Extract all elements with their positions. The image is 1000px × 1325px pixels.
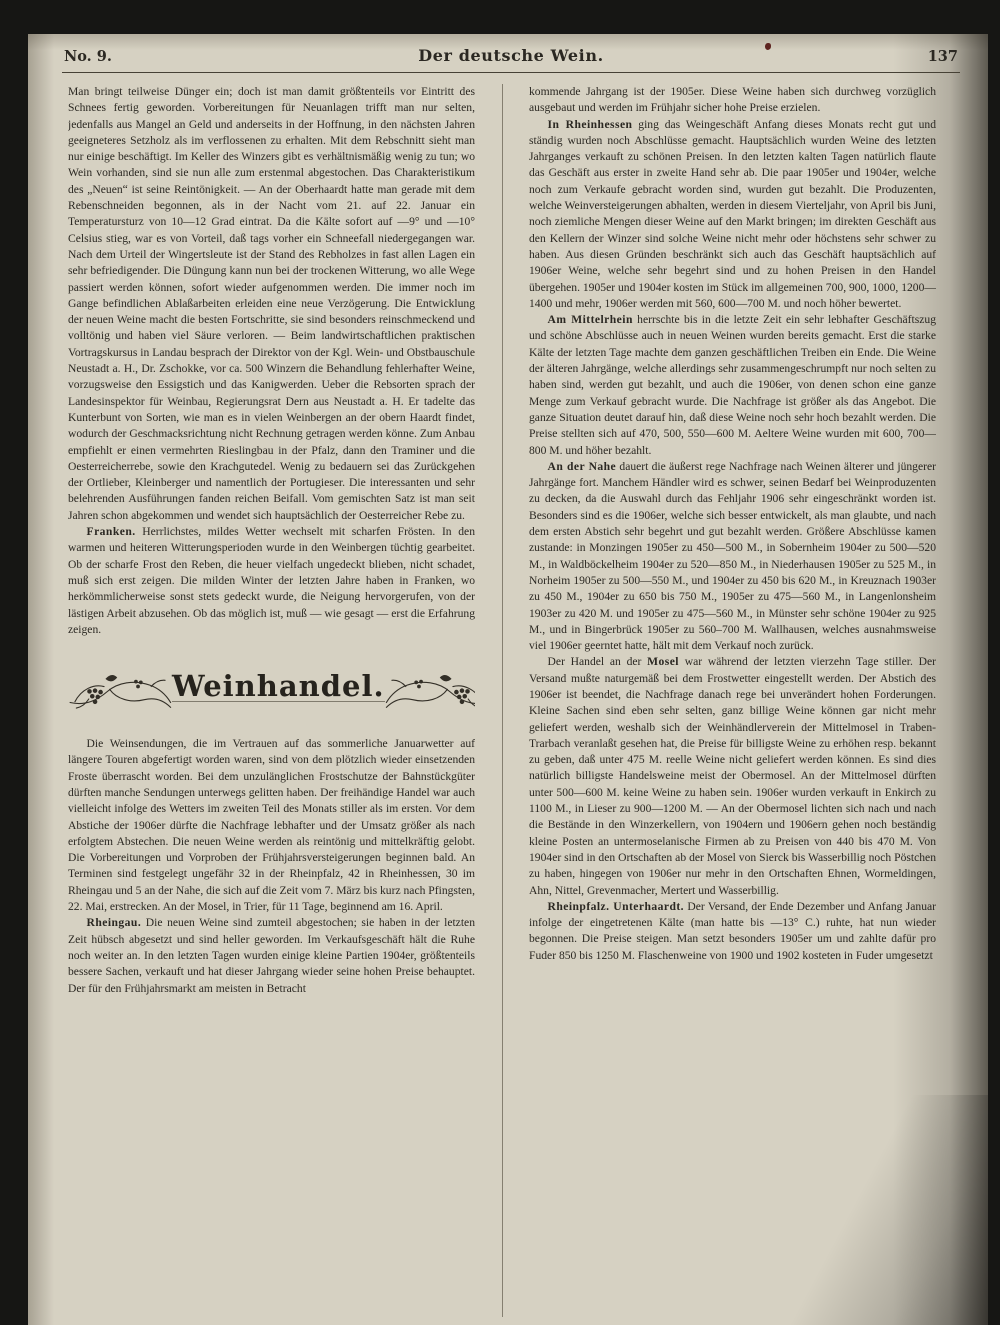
paragraph-text: Die Weinsendungen, die im Vertrauen auf das sommerliche Januarwetter auf längere Touren abgefertigt worden waren, sind von dem plötzlich wieder einsetzenden Froste überrascht worden. Bei dem unzulänglichen Frostschutze der Bahnstückgüter dürften manche Sendungen unterwegs gelitten haben. Der freihändige Handel war auch vielleicht infolge des Wetters im zweiten Teil des Monats stiller als im ersten. Vor dem Abstiche der 1906er dürfte die Nachfrage lebhafter und der Umsatz größer als nach erfolgtem Abstechen. Die neuen Weine werden als reintönig und mittelkräftig gelobt. Die Vorbereitungen und Vorproben der Frühjahrsversteigerungen beginnen bald. An Terminen sind festgelegt ungefähr 32 in der Rheinpfalz, 42 in Rheinhessen, 30 im Rheingau und 5 an der Nahe, die sich auf die Zeit vom 7. März bis kurz nach Pfingsten, 22. Mai, erstrecken. An der Mosel, in Trier, für 11 Tage, beginnend am 16. April.: [68, 737, 475, 914]
paragraph-text: Die neuen Weine sind zumteil abgestochen; sie haben in der letzten Zeit hübsch abgesetzt und sind heller geworden. Im Verkaufsgeschäft hält die Ruhe noch weiter an. In den letzten Tagen wurden einige kleine Partien 1904er, größtenteils bessere Sachen, verkauft und hat dieser Jahrgang wieder seine hohen Preise behauptet. Der für den Frühjahrsmarkt am meisten in Betracht: [68, 916, 475, 995]
paragraph-text: kommende Jahrgang ist der 1905er. Diese Weine haben sich durchweg vorzüglich ausgebaut und werden im Frühjahr sicher hohe Preise erzielen.: [529, 85, 936, 115]
section-title-weinhandel: Weinhandel.: [172, 669, 385, 704]
paragraph-weinhandel-intro: [68, 736, 475, 915]
page-header: [64, 46, 958, 65]
paragraph-text: Man bringt teilweise Dünger ein; doch ist man damit größtenteils vor Eintritt des Schnees fertig geworden. Vorbereitungen für Neuanlagen trifft man nur selten, jedenfalls aus Mangel an Geld und anderseits in der Hoffnung, in den nächsten Jahren geeigneteres Setzholz als im verflossenen zu erhalten. Mit dem Rebschnitt sieht man nur einige beschäftigt. Im Keller des Winzers gibt es verhältnismäßig wenig zu tun; wo Wein vorhanden, sind sie nun alle zum erstenmal abgestochen. Das Charakteristikum des „Neuen“ ist seine Reintönigkeit. — An der Oberhaardt hatte man gerade mit dem Rebenschneiden begonnen, als in der Nacht vom 21. auf 22. Januar ein Temperatursturz von 10—12 Grad eintrat. Da die Kälte sofort auf —9° und —10° Celsius stieg, war es von Vorteil, daß tags vorher ein Schneefall niedergegangen war. Nach dem Urteil der Wingertsleute ist der Stand des Rebholzes in fast allen Lagen ein sehr befriedigender. Die Düngung kann nun bei der trockenen Witterung, wo alle Wege passiert werden können, sofort wieder aufgenommen werden. Die immer noch im Gange befindlichen Ablaßarbeiten erleiden eine neue Verzögerung. Die Entwicklung der neuen Weine macht die besten Fortschritte, sie sind besonders reinschmeckend und volltönig und haben viel Säure verloren. — Beim landwirtschaftlichen praktischen Vortragskursus in Landau besprach der Direktor von der Kgl. Wein- und Obstbauschule Neustadt a. H., Dr. Zschokke, vor ca. 500 Winzern die Behandlung fehlerhafter Weine, vorzugsweise den Essigstich und das Kanigwerden. Ueber die Rebsorten sprach der Landesinspektor für Weinbau, Regierungsrat Dern aus Neustadt a. H. Er tadelte das Kunterbunt von Sorten, wie man es in vielen Weinbergen an der obern Haardt findet, wodurch der Geschmacksrichtung nicht Rechnung getragen werden könne. Zum Anbau empfiehlt er einen vermehrten Rieslingbau in der Pfalz, dann den Traminer und die Oesterreicherrebe, sowie den Krachgutedel. Wenig zu bedauern sei das Zurückgehen der Ortlieber, Kleinberger und namentlich der Portugieser. Die interessanten und sehr belehrenden Ausführungen fanden reichen Beifall. Vom gemischten Satz ist man seit Jahren schon abgekommen und wendet sich hauptsächlich der Oesterreicher Rebe zu.: [68, 85, 475, 522]
grapevine-ornament-left-icon: [68, 659, 172, 721]
paragraph-text: ging das Weingeschäft Anfang dieses Monats recht gut und ständig wurden noch Abschlüsse gemacht. Hauptsächlich wurden Weine des letzten Jahrganges verkauft zu schönen Preisen. In den letzten kalten Tagen natürlich flaute das Geschäft aus erster in zweite Hand sehr ab. Die paar 1905er und 1904er, welche noch zum Verkaufe gebracht worden sind, wurden gut bezahlt. Die Produzenten, welche Weinversteigerungen abhalten, werden in diesem Vierteljahr, von April bis Juni, noch ziemliche Mengen dieser Weine auf den Markt bringen; im direkten Geschäft aus den Kellern der Winzer sind solche Weine nicht mehr oder höchstens sehr schwer zu haben. Aus diesen Gründen beschränkt sich auch das Geschäft hauptsächlich auf 1906er Weine, welche sehr begehrt sind und zu hohen Preisen in den Handel übergehen. 1905er und 1904er kosten im Stück im allgemeinen 700, 900, 1000, 1200—1400 und mehr, 1906er werden mit 560, 600—700 M. und noch höher bewertet.: [529, 117, 936, 310]
paragraph-lead: Mosel: [647, 655, 679, 669]
section-ornament: [68, 654, 475, 726]
paragraph-continuation: [529, 84, 936, 117]
paragraph-text: dauert die äußerst rege Nachfrage nach Weinen älterer und jüngerer Jahrgänge fort. Manchem Händler wird es schwer, seinen Bedarf bei Weinproduzenten zu decken, da die Auswahl durch das Fehljahr 1906 sehr eingeschränkt worden ist. Besonders sind es die 1906er, welche sich besser entwickelt, als man glaubte, und nach dem ersten Abstich sehr begehrt und gut bezahlt werden. Größere Abschlüsse kamen zustande: in Monzingen 1905er zu 450—500 M., in Sobernheim 1904er zu 500—520 M., in Waldböckelheim 1904er zu 520—850 M., in Niederhausen 1905er zu 525 M., in Norheim 1905er zu 500—550 M., und 1904er zu 450 bis 620 M., in Kreuznach 1903er zu 450 M., 1904er zu 650 bis 750 M., 1905er zu 475—560 M., in Langenlonsheim 1903er zu 420 M. und 1905er zu 475—560 M., in Münster sehr schöne 1904er zu 925 M., und in Bingerbrück 1905er zu 560–700 M. Wallhausen, welches ausnahmsweise viel 1906er geerntet hatte, hält mit dem Verkauf noch zurück.: [529, 459, 936, 653]
issue-number: No. 9.: [64, 48, 112, 65]
left-column: [68, 84, 475, 1317]
header-rule: [62, 72, 960, 73]
page-number: 137: [927, 48, 958, 65]
paragraph-rheinpfalz: [529, 899, 936, 964]
paragraph-pre-text: Der Handel an der: [547, 655, 648, 669]
paragraph-lead: Am Mittelrhein: [547, 313, 633, 327]
paragraph-franken: [68, 524, 475, 638]
text-columns: [68, 84, 936, 1317]
paragraph-lead: Rheinpfalz. Unterhaardt.: [547, 899, 685, 913]
journal-page: [28, 34, 988, 1325]
paragraph-mittelrhein: [529, 312, 936, 459]
paragraph-lead: Rheingau.: [86, 916, 142, 930]
right-column: [529, 84, 936, 1317]
paragraph-text: war während der letzten vierzehn Tage stiller. Der Versand mußte naturgemäß bei dem Frostwetter eingestellt werden. Der Abstich des 1906er ist beendet, die Nachfrage danach rege bei unverändert hohen Forderungen. Kleine Sachen sind eben sehr selten, ganz billige Weine können gar nicht mehr geliefert werden, weshalb sich der Weinhändlerverein der Mittelmosel in Traben-Trarbach veranlaßt gesehen hat, die Preise für billigste Weine zu erhöhen resp. bekannt zu geben, daß unter 475 M. reelle Weine nicht geliefert werden können. Es sind dies natürlich billigste Handelsweine meist der Obermosel. An der Mittelmosel dürften unter 500—600 M. keine Weine zu haben sein. 1906er wurden verkauft in Enkirch zu 1100 M., in Lieser zu 900—1200 M. — An der Obermosel lichten sich nach und nach die Bestände in den Winzerkellern, von 1904ern und 1906ern gehen noch beständig kleine Posten an untermoselanische Firmen ab zu Preisen von 440 bis 470 M. Von 1904er sind in den Ortschaften ab der Mosel von Sierck bis Wasserbillig noch Pöstchen zu haben, hingegen von 1906er nur mehr in den Ortschaften Ehnen, Wormeldingen, Ahn, Nittel, Grevenmacher, Mertert und Wasserbillig.: [529, 655, 936, 897]
paragraph-rheingau: [68, 915, 475, 996]
paragraph-lead: Franken.: [86, 525, 136, 539]
paragraph-rheinhessen: [529, 117, 936, 313]
paragraph-nahe: [529, 459, 936, 655]
paragraph-text: Der Versand, der Ende Dezember und Anfang Januar infolge der eingetretenen Kälte (man hatte bis —13° C.) ruhte, hat nun wieder begonnen. Die Preise steigen. Man setzt besonders 1905er um und zahlte dafür pro Fuder 850 bis 1250 M. Flaschenweine von 1900 und 1902 kosteten in Fuder umgesetzt: [529, 899, 936, 962]
paragraph-lead: In Rheinhessen: [547, 117, 633, 131]
paragraph-mosel: [529, 654, 936, 898]
paragraph-text: Herrlichstes, mildes Wetter wechselt mit scharfen Frösten. In den warmen und heiteren Witterungsperioden wurde in den Weinbergen tüchtig gearbeitet. Ob der scharfe Frost den Reben, die heuer vielfach ungedeckt blieben, nicht schadet, muß sich erst zeigen. Die milden Winter der letzten Jahre haben in Franken, wo herkömmlicherweise sonst stets gedeckt wurde, die Neigung hervorgerufen, von der lästigen Arbeit abzusehen. Ob das möglich ist, muß — wie gesagt — erst die Erfahrung zeigen.: [68, 525, 475, 636]
paragraph-lead: An der Nahe: [547, 459, 617, 473]
paragraph-continuation: [68, 84, 475, 524]
grapevine-ornament-right-icon: [385, 659, 475, 721]
column-divider-rule: [502, 84, 503, 1317]
journal-title: Der deutsche Wein.: [418, 46, 604, 65]
paragraph-text: herrschte bis in die letzte Zeit ein sehr lebhafter Geschäftszug und schöne Abschlüsse auch in neuen Weinen wurden bereits gemacht. Erst die starke Kälte der letzten Tage machte dem ganzen geschäftlichen Treiben ein Ende. Die Weine der älteren Jahrgänge, welche allerdings sehr zusammengeschrumpft nur noch selten zu haben sind, werden gut bezahlt, und auch die 1906er, von denen schon eine ganze Menge zum Verkauf gebracht wurde. Die Nachfrage ist größer als das Angebot. Die ganze Situation deutet darauf hin, daß diese Weine noch sehr hoch bezahlt werden. Die Preise stellten sich auf 470, 500, 550—600 M. Aeltere Weine wurden mit 600, 700—800 M. und höher bezahlt.: [529, 313, 936, 457]
